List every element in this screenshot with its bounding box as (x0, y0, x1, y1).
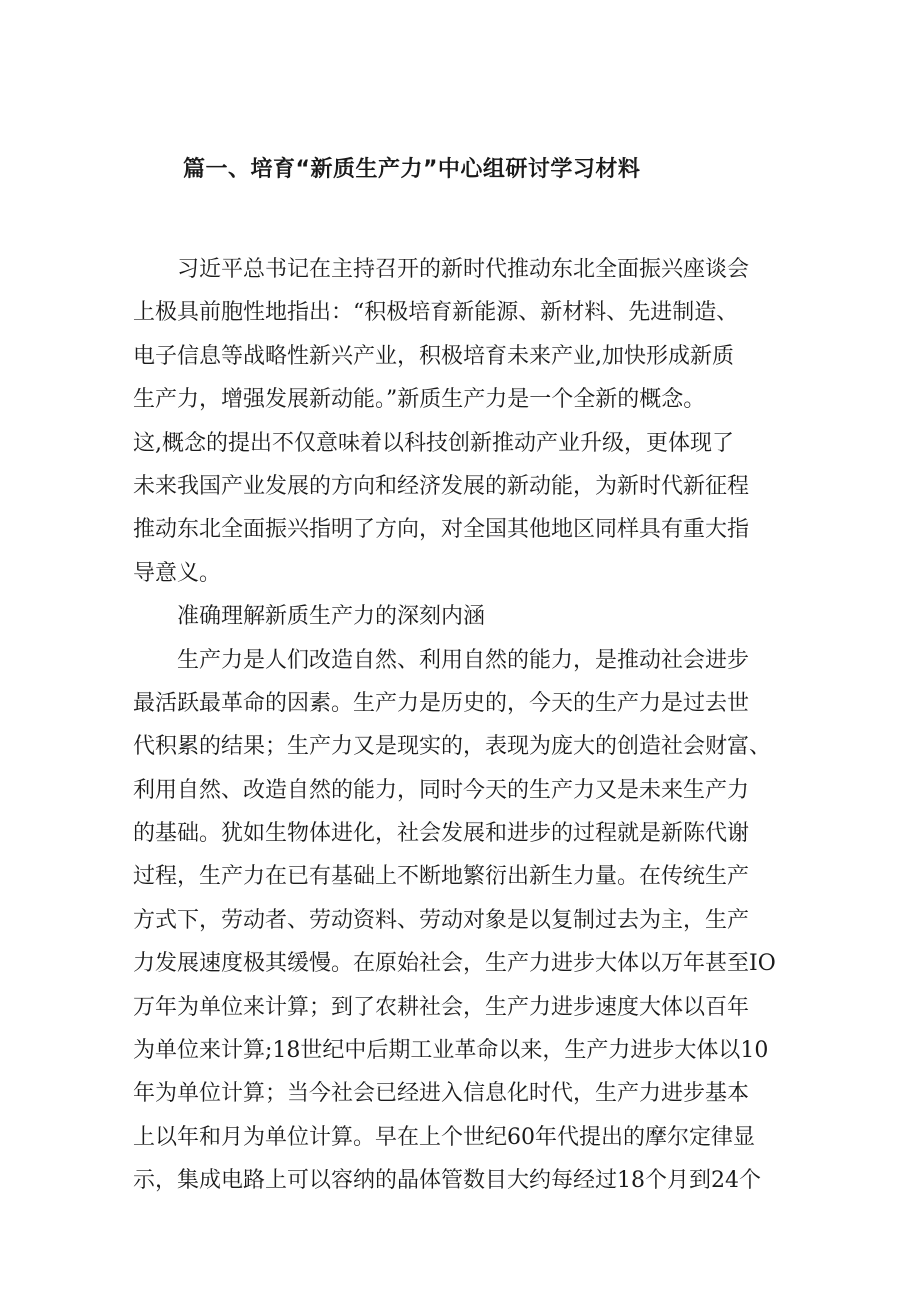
text-line: 方式下，劳动者、劳动资料、劳动对象是以复制过去为主，生产 (133, 907, 750, 933)
text-line: 示，集成电路上可以容纳的晶体管数目大约每经过18个月到24个 (133, 1168, 761, 1194)
text-line: 最活跃最革命的因素。生产力是历史的，今天的生产力是过去世 (133, 690, 750, 716)
document-body (133, 248, 793, 1203)
text-line: 生产力是人们改造自然、利用自然的能力，是推动社会进步 (177, 647, 750, 673)
text-line: 利用自然、改造自然的能力，同时今天的生产力又是未来生产力 (133, 777, 750, 803)
text-line: 的基础。犹如生物体进化，社会发展和进步的过程就是新陈代谢 (133, 821, 750, 847)
section-heading: 准确理解新质生产力的深刻内涵 (177, 604, 486, 630)
text-line: 力发展速度极其缓慢。在原始社会，生产力进步大体以万年甚至IO (133, 951, 776, 977)
text-line: 推动东北全面振兴指明了方向，对全国其他地区同样具有重大指 (133, 517, 750, 543)
text-line: 过程，生产力在已有基础上不断地繁衍出新生力量。在传统生产 (133, 864, 750, 890)
text-line: 为单位来计算;18世纪中后期工业革命以来，生产力进步大体以10 (133, 1038, 769, 1064)
text-line: 上极具前胞性地指出：“积极培育新能源、新材料、先进制造、 (133, 300, 739, 326)
text-line: 电子信息等战略性新兴产业，积极培育未来产业,加快形成新质 (133, 343, 734, 369)
text-line: 年为单位计算；当今社会已经进入信息化时代，生产力进步基本 (133, 1081, 750, 1107)
text-line: 万年为单位来计算；到了农耕社会，生产力进步速度大体以百年 (133, 994, 750, 1020)
text-line: 未来我国产业发展的方向和经济发展的新动能，为新时代新征程 (133, 473, 750, 499)
text-line: 生产力，增强发展新动能。”新质生产力是一个全新的概念。 (133, 387, 706, 413)
text-line: 代积累的结果；生产力又是现实的，表现为庞大的创造社会财富、 (133, 734, 772, 760)
text-line: 导意义。 (133, 560, 222, 586)
document-title: 篇一、培育“新质生产力”中心组研讨学习材料 (183, 157, 641, 182)
text-line: 这,概念的提出不仅意味着以科技创新推动产业升级，更体现了 (133, 430, 734, 456)
text-line: 习近平总书记在主持召开的新时代推动东北全面振兴座谈会 (177, 257, 750, 282)
text-line: 上以年和月为单位计算。早在上个世纪60年代提出的摩尔定律显 (133, 1124, 755, 1150)
